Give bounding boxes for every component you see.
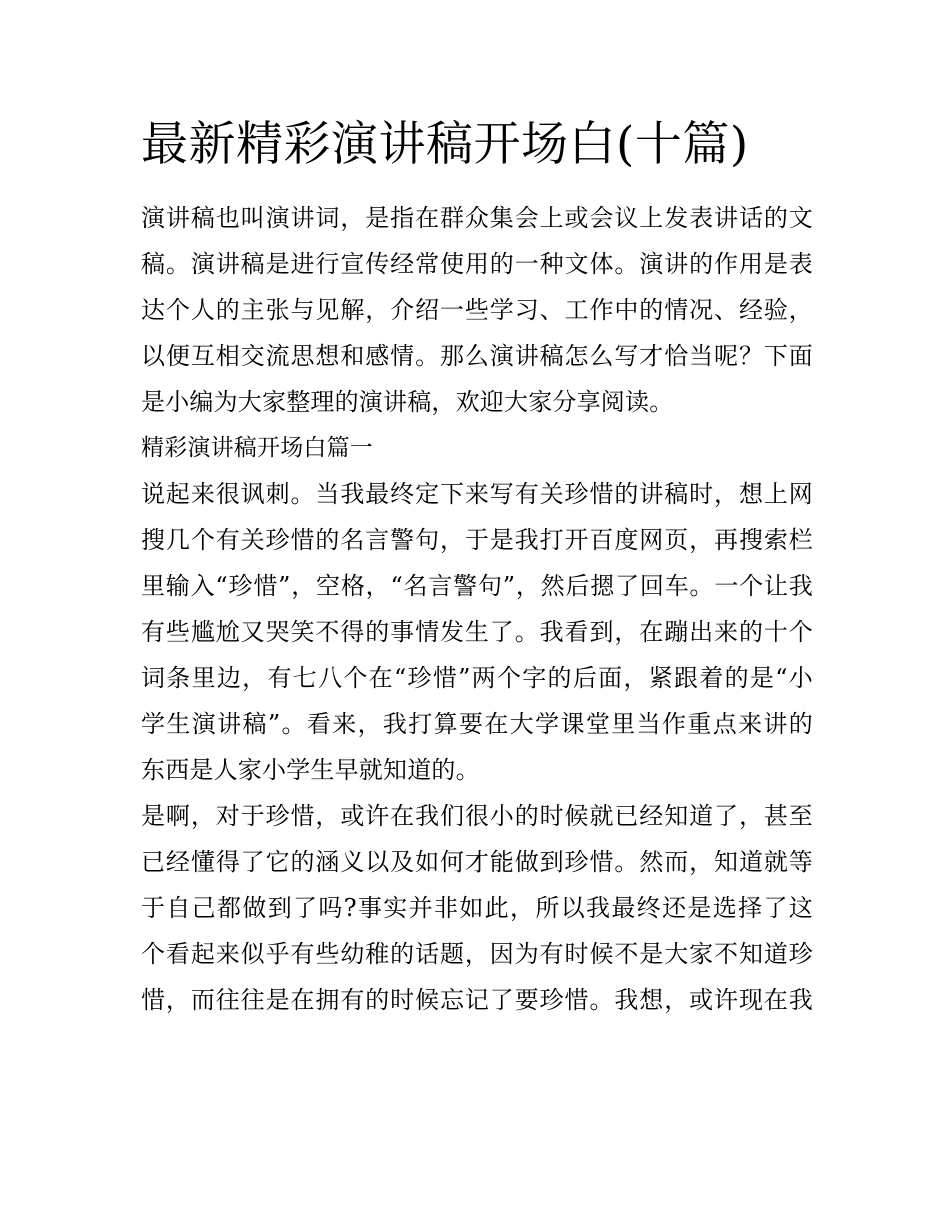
document-body (141, 195, 813, 1023)
paragraph-line: 里输入“珍惜”，空格，“名言警句”，然后摁了回车。一个让我 (141, 572, 813, 600)
paragraph-line: 学生演讲稿”。看来，我打算要在大学课堂里当作重点来讲的 (141, 710, 813, 738)
document-title: 最新精彩演讲稿开场白(十篇) (141, 117, 749, 172)
paragraph-line: 说起来很讽刺。当我最终定下来写有关珍惜的讲稿时，想上网 (141, 480, 813, 508)
paragraph-line: 是啊，对于珍惜，或许在我们很小的时候就已经知道了，甚至 (141, 802, 813, 830)
paragraph-line: 已经懂得了它的涵义以及如何才能做到珍惜。然而，知道就等 (141, 848, 813, 876)
section-heading: 精彩演讲稿开场白篇一 (141, 435, 373, 461)
paragraph-line: 以便互相交流思想和感情。那么演讲稿怎么写才恰当呢？下面 (141, 342, 813, 370)
paragraph-line: 词条里边，有七八个在“珍惜”两个字的后面，紧跟着的是“小 (141, 664, 813, 692)
paragraph-line: 东西是人家小学生早就知道的。 (141, 756, 480, 784)
paragraph-line: 是小编为大家整理的演讲稿，欢迎大家分享阅读。 (141, 388, 674, 416)
paragraph-line: 达个人的主张与见解，介绍一些学习、工作中的情况、经验， (141, 296, 813, 324)
paragraph-line: 于自己都做到了吗?事实并非如此，所以我最终还是选择了这 (141, 894, 813, 922)
paragraph-line: 搜几个有关珍惜的名言警句，于是我打开百度网页，再搜索栏 (141, 526, 813, 554)
paragraph-line: 个看起来似乎有些幼稚的话题，因为有时候不是大家不知道珍 (141, 940, 813, 968)
paragraph-line: 演讲稿也叫演讲词，是指在群众集会上或会议上发表讲话的文 (141, 204, 813, 232)
paragraph-line: 有些尴尬又哭笑不得的事情发生了。我看到，在蹦出来的十个 (141, 618, 813, 646)
paragraph-line: 稿。演讲稿是进行宣传经常使用的一种文体。演讲的作用是表 (141, 250, 813, 278)
document-content (141, 112, 813, 1023)
paragraph-line: 惜，而往往是在拥有的时候忘记了要珍惜。我想，或许现在我 (141, 986, 813, 1014)
